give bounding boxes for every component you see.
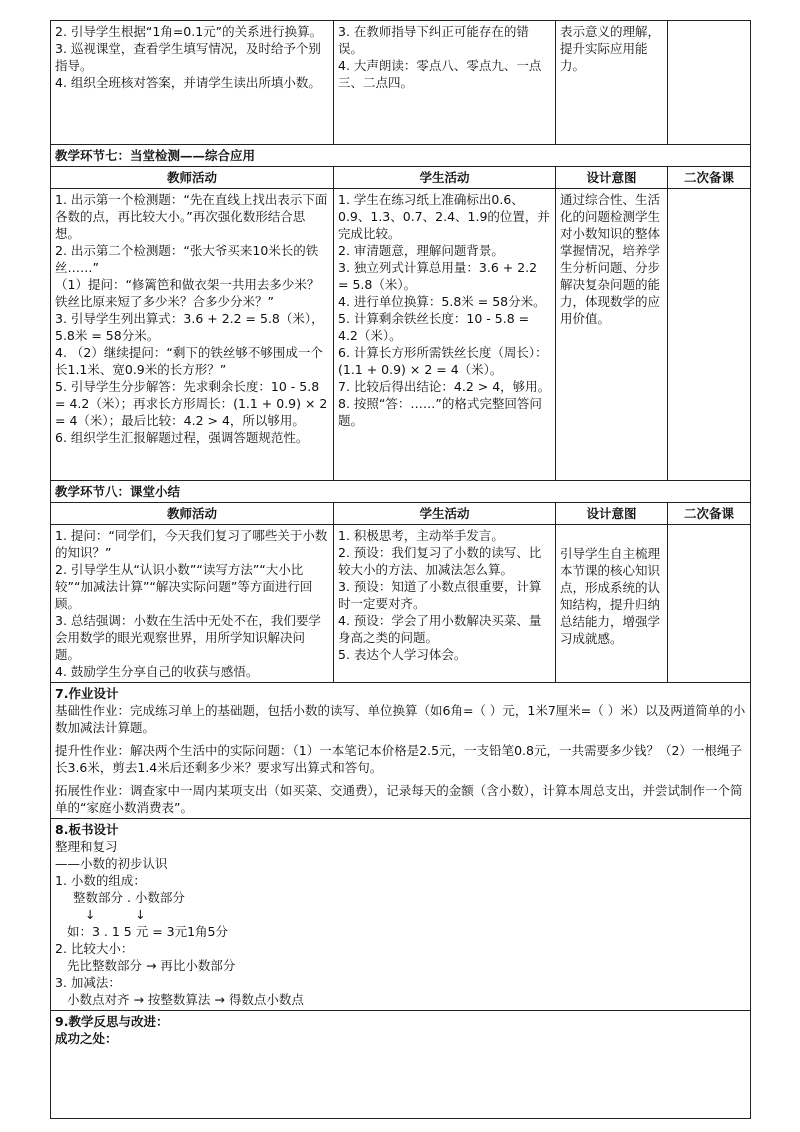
header-student-activity: 学生活动 bbox=[334, 167, 556, 189]
homework-cell bbox=[51, 683, 751, 819]
student-step: 3. 独立列式计算总用量：3.6 + 2.2 = 5.8（米）。 bbox=[338, 260, 538, 292]
student-step: 2. 审清题意，理解问题背景。 bbox=[338, 243, 504, 258]
section8-header-row bbox=[51, 503, 751, 525]
section6-continuation-row bbox=[51, 21, 751, 145]
teacher-step: 3. 总结强调：小数在生活中无处不在，我们要学会用数学的眼光观察世界，用所学知识解决问题。 bbox=[55, 613, 321, 662]
design-intent-cell bbox=[556, 525, 668, 683]
teacher-step: 2. 引导学生从“认识小数”“读写方法”“大小比较”“加减法计算”“解决实际问题”等方面进行回顾。 bbox=[55, 562, 313, 611]
header-second-prep: 二次备课 bbox=[668, 167, 751, 189]
student-step: 5. 计算剩余铁丝长度：10 - 5.8 = 4.2（米）。 bbox=[338, 311, 530, 343]
board-parts: 整数部分 . 小数部分 bbox=[73, 890, 185, 905]
teacher-step: 6. 组织学生汇报解题过程，强调答题规范性。 bbox=[55, 430, 309, 445]
board-point-3: 3. 加减法： bbox=[55, 975, 121, 990]
header-design-intent: 设计意图 bbox=[556, 503, 668, 525]
student-step: 2. 预设：我们复习了小数的读写、比较大小的方法、加减法怎么算。 bbox=[338, 545, 542, 577]
student-step: 7. 比较后得出结论：4.2 > 4，够用。 bbox=[338, 379, 551, 394]
homework-section bbox=[51, 683, 751, 819]
second-prep-cell bbox=[668, 189, 751, 481]
second-prep-cell bbox=[668, 525, 751, 683]
student-step: 1. 积极思考，主动举手发言。 bbox=[338, 528, 504, 543]
teacher-activity-cell bbox=[51, 21, 334, 145]
teacher-activity-cell bbox=[51, 189, 334, 481]
homework-advanced: 提升性作业：解决两个生活中的实际问题：（1）一本笔记本价格是2.5元，一支铅笔0.8元，一共需要多少钱？（2）一根绳子长3.6米，剪去1.4米后还剩多少米？要求写出算式和答句。 bbox=[55, 743, 742, 775]
student-step: 3. 在教师指导下纠正可能存在的错误。 bbox=[338, 24, 529, 56]
reflection-title: 9.教学反思与改进： bbox=[55, 1014, 169, 1029]
header-second-prep: 二次备课 bbox=[668, 503, 751, 525]
board-example: 如：3 . 1 5 元 = 3元1角5分 bbox=[67, 924, 229, 939]
teacher-step: 3. 引导学生列出算式：3.6 + 2.2 = 5.8（米），5.8米 = 58分米。 bbox=[55, 311, 324, 343]
header-teacher-activity: 教师活动 bbox=[51, 503, 334, 525]
section7-content-row bbox=[51, 189, 751, 481]
board-point-1: 1. 小数的组成： bbox=[55, 873, 146, 888]
teacher-activity-cell bbox=[51, 525, 334, 683]
design-intent-cell: 表示意义的理解，提升实际应用能力。 bbox=[556, 21, 668, 145]
teacher-step: 2. 出示第二个检测题：“张大爷买来10米长的铁丝……” bbox=[55, 243, 319, 275]
student-step: 8. 按照“答：……”的格式完整回答问题。 bbox=[338, 396, 542, 428]
reflection-section bbox=[51, 1011, 751, 1119]
board-design-title: 8.板书设计 bbox=[55, 822, 119, 837]
teacher-step: 4. 鼓励学生分享自己的收获与感悟。 bbox=[55, 664, 259, 679]
section7-header-row bbox=[51, 167, 751, 189]
student-activity-cell bbox=[334, 525, 556, 683]
header-student-activity: 学生活动 bbox=[334, 503, 556, 525]
student-activity-cell bbox=[334, 189, 556, 481]
reflection-cell bbox=[51, 1011, 751, 1119]
section8-content-row bbox=[51, 525, 751, 683]
header-design-intent: 设计意图 bbox=[556, 167, 668, 189]
teacher-step: 2. 引导学生根据“1角=0.1元”的关系进行换算。 bbox=[55, 24, 323, 39]
teacher-step: 1. 出示第一个检测题：“先在直线上找出表示下面各数的点，再比较大小。”再次强化数形结合思想。 bbox=[55, 192, 328, 241]
student-step: 6. 计算长方形所需铁丝长度（周长）：(1.1 + 0.9) × 2 = 4（米）。 bbox=[338, 345, 548, 377]
board-design-cell bbox=[51, 819, 751, 1011]
teacher-step: 3. 巡视课堂，查看学生填写情况，及时给予个别指导。 bbox=[55, 41, 321, 73]
teacher-step: （1）提问：“修篱笆和做衣架一共用去多少米？铁丝比原来短了多少米？合多少分米？” bbox=[55, 277, 320, 309]
design-intent-text: 引导学生自主梳理本节课的核心知识点，形成系统的认知结构，提升归纳总结能力，增强学习成就感。 bbox=[560, 546, 661, 646]
student-activity-cell bbox=[334, 21, 556, 145]
second-prep-cell bbox=[668, 21, 751, 145]
student-step: 1. 学生在练习纸上准确标出0.6、0.9、1.3、0.7、2.4、1.9的位置，并完成比较。 bbox=[338, 192, 550, 241]
section8-title: 教学环节八：课堂小结 bbox=[51, 481, 751, 503]
homework-title: 7.作业设计 bbox=[55, 686, 119, 701]
section7-title-row bbox=[51, 145, 751, 167]
success-label: 成功之处： bbox=[55, 1031, 118, 1046]
board-compare: 先比整数部分 → 再比小数部分 bbox=[67, 958, 236, 973]
board-point-2: 2. 比较大小： bbox=[55, 941, 134, 956]
student-step: 5. 表达个人学习体会。 bbox=[338, 647, 467, 662]
board-subheading: ——小数的初步认识 bbox=[55, 856, 168, 871]
board-heading: 整理和复习 bbox=[55, 839, 118, 854]
section8-title-row bbox=[51, 481, 751, 503]
student-step: 4. 大声朗读：零点八、零点九、一点三、二点四。 bbox=[338, 58, 542, 90]
design-intent-cell: 通过综合性、生活化的问题检测学生对小数知识的整体掌握情况，培养学生分析问题、分步解决复杂问题的能力，体现数学的应用价值。 bbox=[556, 189, 668, 481]
teacher-step: 1. 提问：“同学们，今天我们复习了哪些关于小数的知识？” bbox=[55, 528, 328, 560]
teacher-step: 5. 引导学生分步解答：先求剩余长度：10 - 5.8 = 4.2（米）；再求长方形周长：(1.1 + 0.9) × 2 = 4（米）；最后比较：4.2 > 4，所以够用。 bbox=[55, 379, 328, 428]
student-step: 4. 预设：学会了用小数解决买菜、量身高之类的问题。 bbox=[338, 613, 542, 645]
board-design-section bbox=[51, 819, 751, 1011]
arrow-down-icon: ↓ ↓ bbox=[85, 907, 146, 922]
student-step: 3. 预设：知道了小数点很重要，计算时一定要对齐。 bbox=[338, 579, 542, 611]
teacher-step: 4. （2）继续提问：“剩下的铁丝够不够围成一个长1.1米、宽0.9米的长方形？” bbox=[55, 345, 323, 377]
student-step: 4. 进行单位换算：5.8米 = 58分米。 bbox=[338, 294, 546, 309]
lesson-plan-table bbox=[50, 20, 751, 1119]
homework-extended: 拓展性作业：调查家中一周内某项支出（如买菜、交通费），记录每天的金额（含小数），计算本周总支出，并尝试制作一个简单的“家庭小数消费表”。 bbox=[55, 783, 743, 815]
board-addsub: 小数点对齐 → 按整数算法 → 得数点小数点 bbox=[67, 992, 304, 1007]
header-teacher-activity: 教师活动 bbox=[51, 167, 334, 189]
teacher-step: 4. 组织全班核对答案，并请学生读出所填小数。 bbox=[55, 75, 321, 90]
section7-title: 教学环节七：当堂检测——综合应用 bbox=[51, 145, 751, 167]
homework-basic: 基础性作业：完成练习单上的基础题，包括小数的读写、单位换算（如6角=（ ）元，1米7厘米=（ ）米）以及两道简单的小数加减法计算题。 bbox=[55, 703, 746, 735]
